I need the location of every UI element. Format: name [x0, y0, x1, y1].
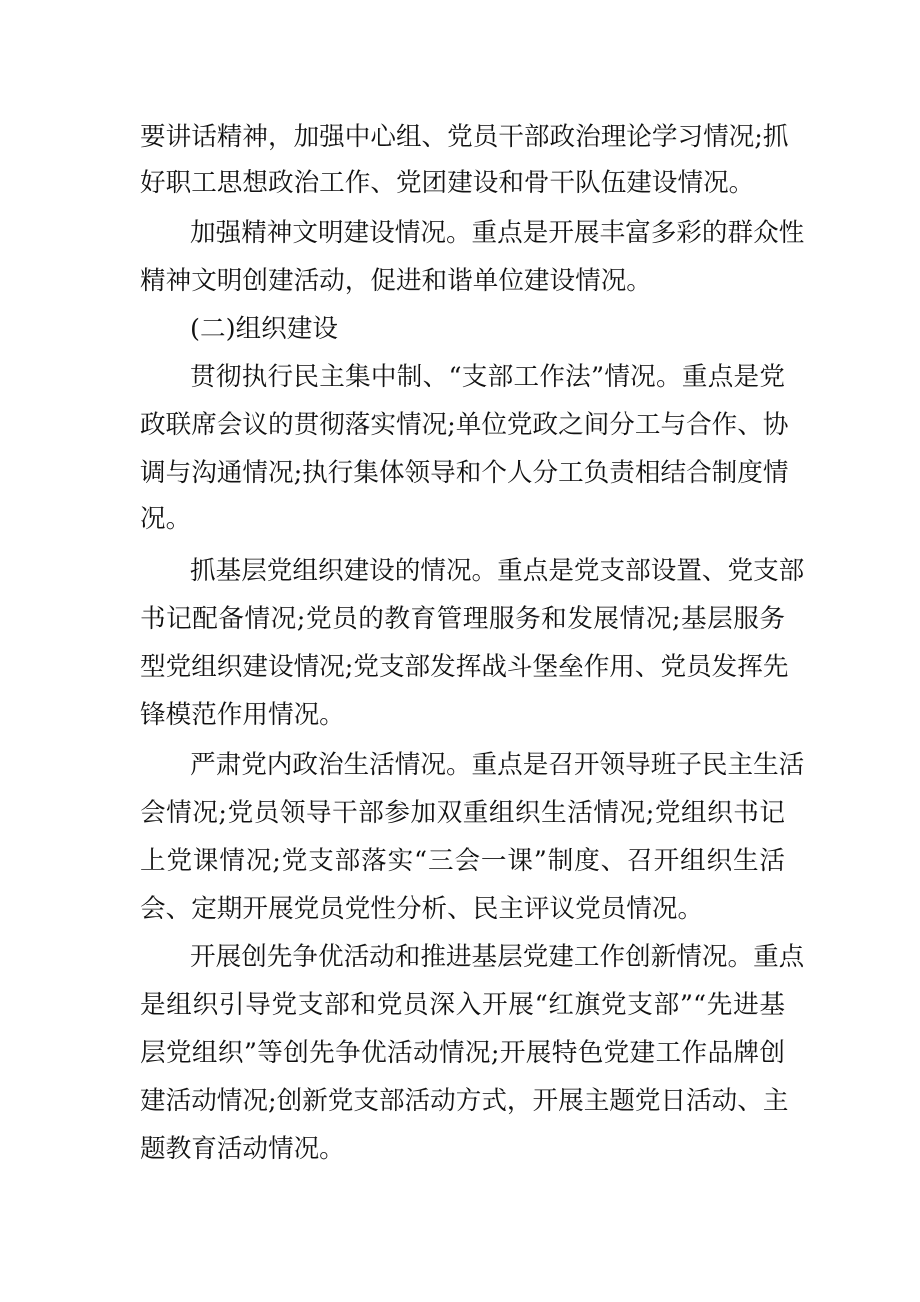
section-heading: (二)组织建设 — [190, 314, 338, 344]
body-text-line: 会、定期开展党员党性分析、民主评议党员情况。 — [140, 894, 704, 924]
body-text-line: 好职工思想政治工作、党团建设和骨干队伍建设情况。 — [140, 168, 755, 198]
paragraph-first-line: 严肃党内政治生活情况。重点是召开领导班子民主生活 — [190, 750, 805, 780]
paragraph-first-line: 加强精神文明建设情况。重点是开展丰富多彩的群众性 — [190, 218, 805, 248]
body-text-line: 锋模范作用情况。 — [140, 700, 345, 730]
body-text-line: 型党组织建设情况;党支部发挥战斗堡垒作用、党员发挥先 — [140, 652, 789, 682]
body-text-line: 况。 — [140, 504, 192, 534]
body-text-line: 建活动情况;创新党支部活动方式，开展主题党日活动、主 — [140, 1086, 789, 1116]
body-text-line: 是组织引导党支部和党员深入开展“红旗党支部”“先进基 — [140, 990, 785, 1020]
body-text-line: 要讲话精神，加强中心组、党员干部政治理论学习情况;抓 — [140, 122, 789, 152]
paragraph-first-line: 开展创先争优活动和推进基层党建工作创新情况。重点 — [190, 942, 805, 972]
paragraph-first-line: 贯彻执行民主集中制、“支部工作法”情况。重点是党 — [190, 362, 785, 392]
body-text-line: 会情况;党员领导干部参加双重组织生活情况;党组织书记 — [140, 798, 785, 828]
body-text-line: 政联席会议的贯彻落实情况;单位党政之间分工与合作、协 — [140, 410, 789, 440]
body-text-line: 精神文明创建活动，促进和谐单位建设情况。 — [140, 266, 652, 296]
body-text-line: 调与沟通情况;执行集体领导和个人分工负责相结合制度情 — [140, 458, 789, 488]
body-text-line: 层党组织”等创先争优活动情况;开展特色党建工作品牌创 — [140, 1038, 785, 1068]
body-text-line: 上党课情况;党支部落实“三会一课”制度、召开组织生活 — [140, 846, 785, 876]
paragraph-first-line: 抓基层党组织建设的情况。重点是党支部设置、党支部 — [190, 556, 805, 586]
body-text-line: 题教育活动情况。 — [140, 1134, 345, 1164]
body-text-line: 书记配备情况;党员的教育管理服务和发展情况;基层服务 — [140, 604, 785, 634]
